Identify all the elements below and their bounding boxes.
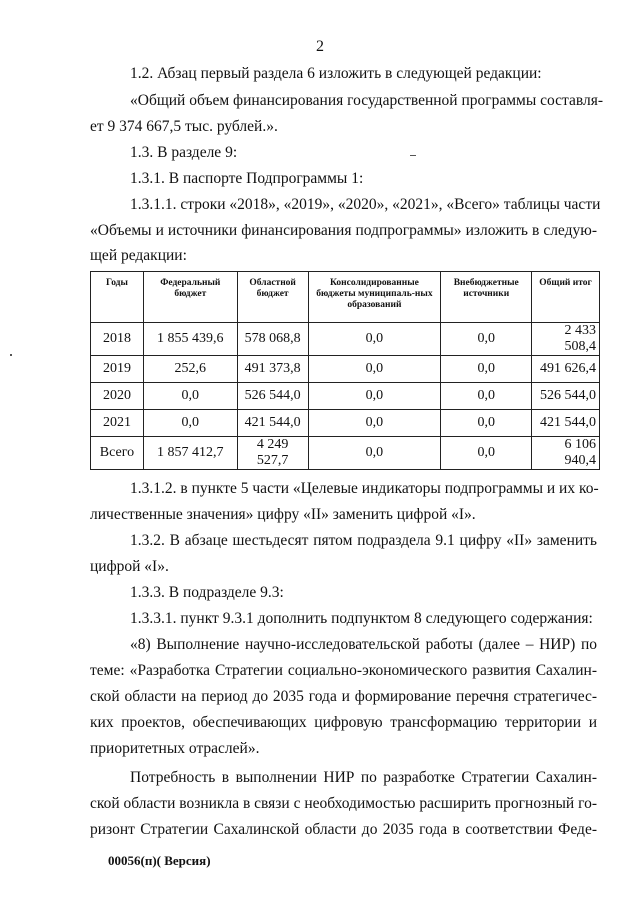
table-cell: 0,0 (308, 383, 441, 410)
paragraph-line: «8) Выполнение научно-исследовательской работы (далее – НИР) по (130, 636, 597, 653)
table-cell: 2021 (91, 410, 144, 437)
paragraph-line: Потребность в выполнении НИР по разработке Стратегии Сахалин- (130, 769, 597, 786)
paragraph-line: 1.3.1.1. строки «2018», «2019», «2020», «2021», «Всего» таблицы части (130, 196, 601, 213)
paragraph-line: ской области на период до 2035 года и формирование перечня стратегичес- (90, 688, 597, 705)
paragraph-line: теме: «Разработка Стратегии социально-экономического развития Сахалин- (90, 662, 597, 679)
paragraph-line: 1.3.3.1. пункт 9.3.1 дополнить подпунктом 8 следующего содержания: (130, 610, 593, 627)
table-cell: 2018 (91, 323, 144, 356)
column-header: Годы (91, 272, 144, 323)
table-cell: Всего (91, 437, 144, 470)
table-cell: 0,0 (308, 323, 441, 356)
column-header: Областной бюджет (237, 272, 308, 323)
table-cell: 526 544,0 (532, 383, 600, 410)
table-row (91, 410, 600, 437)
paragraph-line: 1.3.2. В абзаце шестьдесят пятом подраздела 9.1 цифру «II» заменить (130, 532, 597, 549)
table-cell: 2020 (91, 383, 144, 410)
paragraph-line: 1.3.1. В паспорте Подпрограммы 1: (130, 170, 364, 187)
table-row (91, 323, 600, 356)
paragraph-line: 1.3. В разделе 9: (130, 144, 238, 161)
paragraph-line: «Общий объем финансирования государственной программы составля- (130, 92, 604, 109)
column-header: Внебюджетные источники (441, 272, 532, 323)
table-cell: 491 373,8 (237, 356, 308, 383)
paragraph-line: цифрой «I». (90, 558, 169, 575)
financing-table (90, 271, 600, 470)
table-cell: 421 544,0 (237, 410, 308, 437)
table-cell: 252,6 (143, 356, 237, 383)
paragraph-line: личественные значения» цифру «II» заменить цифрой «I». (90, 506, 476, 523)
paragraph-line: 1.2. Абзац первый раздела 6 изложить в следующей редакции: (130, 65, 542, 82)
paragraph-line: 1.3.3. В подразделе 9.3: (130, 584, 284, 601)
table-cell: 6 106 940,4 (532, 437, 600, 470)
table-cell: 421 544,0 (532, 410, 600, 437)
paragraph-line: 1.3.1.2. в пункте 5 части «Целевые индикаторы подпрограммы и их ко- (130, 480, 599, 497)
table-cell: 526 544,0 (237, 383, 308, 410)
table-cell: 0,0 (441, 410, 532, 437)
table-cell: 0,0 (143, 410, 237, 437)
table-cell: 0,0 (441, 323, 532, 356)
table-header-row (91, 272, 600, 323)
table-cell: 0,0 (441, 356, 532, 383)
paragraph-line: приоритетных отраслей». (90, 740, 260, 757)
table-cell: 0,0 (143, 383, 237, 410)
table-cell: 2 433 508,4 (532, 323, 600, 356)
table-cell: 491 626,4 (532, 356, 600, 383)
table-cell: 0,0 (308, 356, 441, 383)
paragraph-line: «Объемы и источники финансирования подпрограммы» изложить в следую- (90, 222, 597, 239)
table-row (91, 383, 600, 410)
paragraph-line: щей редакции: (90, 247, 187, 264)
scan-artifact (10, 354, 12, 356)
table-cell: 1 857 412,7 (143, 437, 237, 470)
paragraph-line: ет 9 374 667,5 тыс. рублей.». (90, 118, 278, 135)
table-cell: 1 855 439,6 (143, 323, 237, 356)
document-code: 00056(п)( Версия) (108, 853, 211, 868)
table-cell: 0,0 (308, 437, 441, 470)
column-header: Федеральный бюджет (143, 272, 237, 323)
table-cell: 0,0 (441, 383, 532, 410)
table-cell: 2019 (91, 356, 144, 383)
table-row (91, 437, 600, 470)
column-header: Общий итог (532, 272, 600, 323)
scan-artifact (410, 155, 416, 156)
table-cell: 578 068,8 (237, 323, 308, 356)
page-number: 2 (316, 38, 324, 55)
table-cell: 0,0 (308, 410, 441, 437)
table-row (91, 356, 600, 383)
paragraph-line: ской области возникла в связи с необходимостью расширить прогнозный го- (90, 795, 597, 812)
table-cell: 0,0 (441, 437, 532, 470)
table-cell: 4 249 527,7 (237, 437, 308, 470)
paragraph-line: ризонт Стратегии Сахалинской области до 2035 года в соответствии Феде- (90, 821, 597, 838)
paragraph-line: ких проектов, обеспечивающих цифровую трансформацию территории и (90, 714, 597, 731)
column-header: Консолидированные бюджеты муниципаль-ных образований (308, 272, 441, 323)
